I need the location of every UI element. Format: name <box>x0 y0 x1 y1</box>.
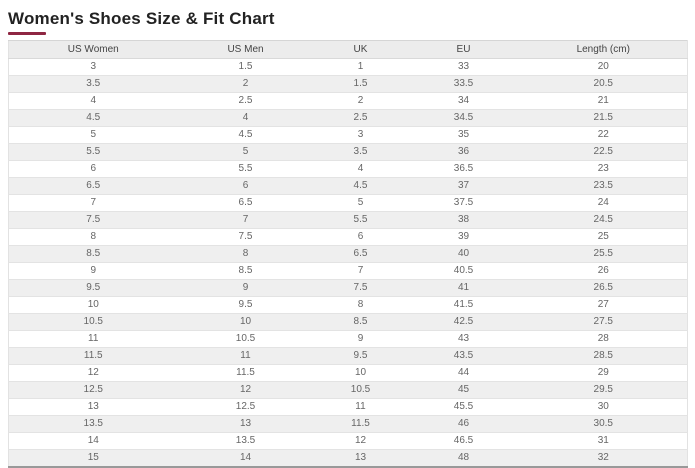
table-cell: 6.5 <box>314 246 408 263</box>
table-cell: 36 <box>408 144 520 161</box>
table-row <box>9 110 688 127</box>
table-cell: 23.5 <box>520 178 688 195</box>
table-cell: 8 <box>314 297 408 314</box>
table-row <box>9 229 688 246</box>
table-cell: 35 <box>408 127 520 144</box>
table-cell: 29 <box>520 365 688 382</box>
table-cell: 5 <box>314 195 408 212</box>
table-cell: 1 <box>314 59 408 76</box>
table-cell: 21.5 <box>520 110 688 127</box>
table-cell: 21 <box>520 93 688 110</box>
table-row <box>9 93 688 110</box>
table-cell: 4.5 <box>314 178 408 195</box>
table-cell: 10.5 <box>178 331 314 348</box>
table-cell: 14 <box>178 450 314 468</box>
table-cell: 24 <box>520 195 688 212</box>
table-cell: 20.5 <box>520 76 688 93</box>
column-header: Length (cm) <box>520 41 688 59</box>
table-cell: 5.5 <box>9 144 178 161</box>
column-header: US Women <box>9 41 178 59</box>
table-cell: 12 <box>314 433 408 450</box>
table-cell: 11.5 <box>9 348 178 365</box>
table-cell: 48 <box>408 450 520 468</box>
table-cell: 8.5 <box>314 314 408 331</box>
column-header: EU <box>408 41 520 59</box>
table-cell: 12.5 <box>178 399 314 416</box>
table-cell: 2.5 <box>314 110 408 127</box>
table-cell: 4.5 <box>9 110 178 127</box>
column-header: US Men <box>178 41 314 59</box>
table-cell: 33.5 <box>408 76 520 93</box>
table-cell: 43.5 <box>408 348 520 365</box>
table-cell: 43 <box>408 331 520 348</box>
table-row <box>9 178 688 195</box>
size-table-body <box>9 59 688 468</box>
table-cell: 7 <box>9 195 178 212</box>
table-cell: 36.5 <box>408 161 520 178</box>
table-cell: 1.5 <box>178 59 314 76</box>
table-cell: 8.5 <box>178 263 314 280</box>
table-row <box>9 416 688 433</box>
table-row <box>9 76 688 93</box>
table-cell: 11.5 <box>314 416 408 433</box>
table-cell: 2 <box>178 76 314 93</box>
table-cell: 45 <box>408 382 520 399</box>
table-cell: 7 <box>314 263 408 280</box>
table-cell: 6.5 <box>178 195 314 212</box>
table-cell: 33 <box>408 59 520 76</box>
page-title: Women's Shoes Size & Fit Chart <box>8 9 275 28</box>
table-cell: 46.5 <box>408 433 520 450</box>
table-cell: 30 <box>520 399 688 416</box>
table-row <box>9 399 688 416</box>
table-cell: 13 <box>314 450 408 468</box>
table-row <box>9 59 688 76</box>
table-cell: 25 <box>520 229 688 246</box>
table-row <box>9 161 688 178</box>
table-cell: 8 <box>178 246 314 263</box>
table-cell: 12.5 <box>9 382 178 399</box>
table-cell: 37.5 <box>408 195 520 212</box>
table-row <box>9 144 688 161</box>
table-cell: 9.5 <box>314 348 408 365</box>
table-cell: 9 <box>178 280 314 297</box>
table-row <box>9 246 688 263</box>
table-cell: 44 <box>408 365 520 382</box>
table-cell: 5.5 <box>314 212 408 229</box>
table-cell: 7.5 <box>178 229 314 246</box>
table-row <box>9 450 688 468</box>
table-cell: 29.5 <box>520 382 688 399</box>
table-cell: 2 <box>314 93 408 110</box>
table-cell: 7.5 <box>9 212 178 229</box>
table-cell: 11 <box>9 331 178 348</box>
table-row <box>9 331 688 348</box>
table-cell: 10 <box>314 365 408 382</box>
table-cell: 41 <box>408 280 520 297</box>
table-cell: 13.5 <box>178 433 314 450</box>
table-cell: 9.5 <box>9 280 178 297</box>
table-cell: 22.5 <box>520 144 688 161</box>
table-cell: 7.5 <box>314 280 408 297</box>
table-cell: 8.5 <box>9 246 178 263</box>
table-row <box>9 212 688 229</box>
table-cell: 40 <box>408 246 520 263</box>
table-cell: 3.5 <box>314 144 408 161</box>
table-cell: 4 <box>9 93 178 110</box>
table-cell: 20 <box>520 59 688 76</box>
column-header: UK <box>314 41 408 59</box>
table-cell: 42.5 <box>408 314 520 331</box>
table-cell: 27.5 <box>520 314 688 331</box>
table-cell: 6 <box>314 229 408 246</box>
table-cell: 13 <box>9 399 178 416</box>
table-header <box>9 41 688 59</box>
table-cell: 41.5 <box>408 297 520 314</box>
table-cell: 39 <box>408 229 520 246</box>
table-cell: 3 <box>314 127 408 144</box>
table-row <box>9 348 688 365</box>
table-cell: 28.5 <box>520 348 688 365</box>
table-row <box>9 297 688 314</box>
table-cell: 10.5 <box>9 314 178 331</box>
table-cell: 40.5 <box>408 263 520 280</box>
table-row <box>9 280 688 297</box>
table-cell: 12 <box>9 365 178 382</box>
table-row <box>9 433 688 450</box>
table-cell: 32 <box>520 450 688 468</box>
table-cell: 15 <box>9 450 178 468</box>
table-cell: 7 <box>178 212 314 229</box>
table-cell: 1.5 <box>314 76 408 93</box>
table-cell: 4 <box>314 161 408 178</box>
table-cell: 3 <box>9 59 178 76</box>
table-cell: 28 <box>520 331 688 348</box>
table-cell: 11 <box>314 399 408 416</box>
table-row <box>9 365 688 382</box>
table-cell: 11.5 <box>178 365 314 382</box>
table-cell: 4.5 <box>178 127 314 144</box>
table-cell: 10 <box>178 314 314 331</box>
table-cell: 34.5 <box>408 110 520 127</box>
table-cell: 5 <box>9 127 178 144</box>
table-cell: 37 <box>408 178 520 195</box>
header-row <box>9 41 688 59</box>
table-cell: 6 <box>178 178 314 195</box>
table-cell: 26.5 <box>520 280 688 297</box>
table-cell: 22 <box>520 127 688 144</box>
table-cell: 6.5 <box>9 178 178 195</box>
table-cell: 2.5 <box>178 93 314 110</box>
table-cell: 23 <box>520 161 688 178</box>
table-cell: 13 <box>178 416 314 433</box>
table-cell: 3.5 <box>9 76 178 93</box>
size-conversion-table <box>8 40 688 468</box>
table-cell: 26 <box>520 263 688 280</box>
table-cell: 8 <box>9 229 178 246</box>
table-cell: 27 <box>520 297 688 314</box>
table-cell: 25.5 <box>520 246 688 263</box>
table-row <box>9 263 688 280</box>
table-cell: 11 <box>178 348 314 365</box>
table-cell: 13.5 <box>9 416 178 433</box>
table-cell: 10.5 <box>314 382 408 399</box>
table-cell: 9 <box>9 263 178 280</box>
table-row <box>9 127 688 144</box>
table-cell: 34 <box>408 93 520 110</box>
table-row <box>9 314 688 331</box>
table-cell: 10 <box>9 297 178 314</box>
table-row <box>9 382 688 399</box>
table-cell: 46 <box>408 416 520 433</box>
table-cell: 6 <box>9 161 178 178</box>
table-cell: 14 <box>9 433 178 450</box>
table-cell: 45.5 <box>408 399 520 416</box>
table-cell: 5.5 <box>178 161 314 178</box>
table-cell: 4 <box>178 110 314 127</box>
table-cell: 5 <box>178 144 314 161</box>
title-accent-underline <box>8 32 46 35</box>
table-cell: 31 <box>520 433 688 450</box>
table-cell: 12 <box>178 382 314 399</box>
table-row <box>9 195 688 212</box>
table-cell: 9 <box>314 331 408 348</box>
table-cell: 24.5 <box>520 212 688 229</box>
table-cell: 30.5 <box>520 416 688 433</box>
table-cell: 9.5 <box>178 297 314 314</box>
table-cell: 38 <box>408 212 520 229</box>
